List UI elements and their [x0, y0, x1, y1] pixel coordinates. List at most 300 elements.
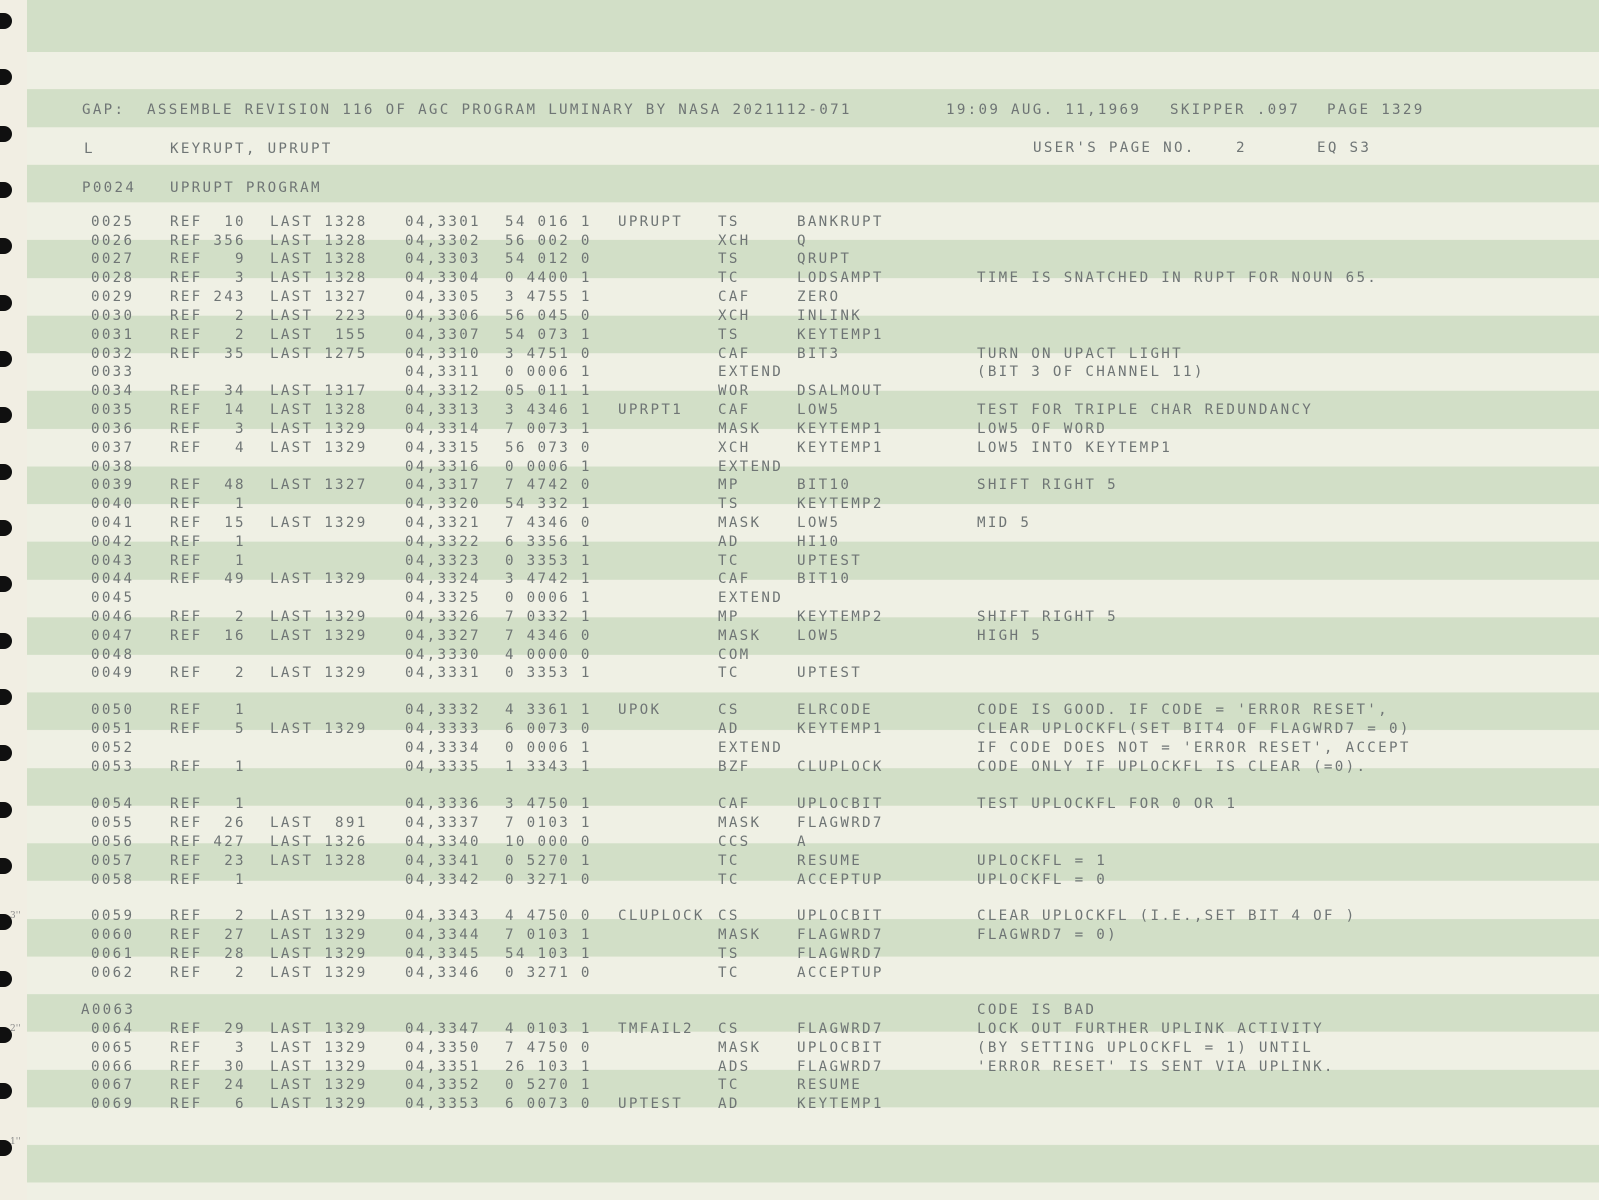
line-number: 0042 — [91, 534, 135, 550]
comment: CODE IS GOOD. IF CODE = 'ERROR RESET', — [977, 702, 1389, 718]
ref-count: REF 26 — [170, 815, 246, 831]
ref-count: REF 48 — [170, 477, 246, 493]
label: UPRUPT — [618, 214, 684, 230]
listing-row — [0, 1040, 1599, 1058]
ref-count: REF 2 — [170, 327, 246, 343]
listing-row — [0, 590, 1599, 608]
address: 04,3350 — [405, 1040, 481, 1056]
operand: UPTEST — [797, 553, 863, 569]
opcode: MP — [718, 609, 740, 625]
address: 04,3316 — [405, 459, 481, 475]
opcode: TS — [718, 327, 740, 343]
address: 04,3336 — [405, 796, 481, 812]
listing-row — [0, 834, 1599, 852]
opcode: AD — [718, 721, 740, 737]
ref-count: REF 24 — [170, 1077, 246, 1093]
listing-row — [0, 721, 1599, 739]
opcode: TS — [718, 946, 740, 962]
label: UPTEST — [618, 1096, 684, 1112]
address: 04,3323 — [405, 553, 481, 569]
opcode: MP — [718, 477, 740, 493]
operand: KEYTEMP2 — [797, 609, 884, 625]
comment: SHIFT RIGHT 5 — [977, 609, 1118, 625]
line-number: 0030 — [91, 308, 135, 324]
ref-count: REF 28 — [170, 946, 246, 962]
ref-count: REF 1 — [170, 702, 246, 718]
listing-row — [0, 496, 1599, 514]
operand: BIT10 — [797, 477, 852, 493]
line-number: 0046 — [91, 609, 135, 625]
last-ref: LAST 1328 — [270, 214, 368, 230]
skipper-label: SKIPPER .097 — [1170, 102, 1301, 118]
last-ref: LAST 1327 — [270, 289, 368, 305]
line-number: 0028 — [91, 270, 135, 286]
users-page-label: USER'S PAGE NO. — [1033, 140, 1196, 156]
last-ref: LAST 1329 — [270, 421, 368, 437]
address: 04,3335 — [405, 759, 481, 775]
address: 04,3344 — [405, 927, 481, 943]
ref-count: REF 5 — [170, 721, 246, 737]
comment: (BIT 3 OF CHANNEL 11) — [977, 364, 1205, 380]
address: 04,3312 — [405, 383, 481, 399]
line-number: 0067 — [91, 1077, 135, 1093]
line-number: 0032 — [91, 346, 135, 362]
operand: LODSAMPT — [797, 270, 884, 286]
object-code: 0 5270 1 — [505, 1077, 592, 1093]
address: 04,3333 — [405, 721, 481, 737]
object-code: 7 4750 0 — [505, 1040, 592, 1056]
listing-row — [0, 364, 1599, 382]
object-code: 6 0073 0 — [505, 721, 592, 737]
operand: BIT3 — [797, 346, 841, 362]
comment: CLEAR UPLOCKFL(SET BIT4 OF FLAGWRD7 = 0) — [977, 721, 1411, 737]
listing-row — [0, 383, 1599, 401]
address: 04,3330 — [405, 647, 481, 663]
ref-count: REF 2 — [170, 908, 246, 924]
line-number: 0037 — [91, 440, 135, 456]
line-number: 0039 — [91, 477, 135, 493]
line-number: 0045 — [91, 590, 135, 606]
opcode: XCH — [718, 233, 751, 249]
last-ref: LAST 1328 — [270, 233, 368, 249]
last-ref: LAST 1329 — [270, 946, 368, 962]
object-code: 56 045 0 — [505, 308, 592, 324]
operand: RESUME — [797, 853, 863, 869]
listing-row — [0, 571, 1599, 589]
log-section-title: KEYRUPT, UPRUPT — [170, 141, 333, 157]
address: 04,3307 — [405, 327, 481, 343]
listing-row — [0, 853, 1599, 871]
opcode: MASK — [718, 815, 762, 831]
object-code: 0 0006 1 — [505, 459, 592, 475]
ref-count: REF 27 — [170, 927, 246, 943]
object-code: 0 4400 1 — [505, 270, 592, 286]
object-code: 0 3353 1 — [505, 665, 592, 681]
opcode: BZF — [718, 759, 751, 775]
last-ref: LAST 1329 — [270, 1040, 368, 1056]
opcode: TC — [718, 872, 740, 888]
last-ref: LAST 1329 — [270, 965, 368, 981]
margin-mark: 3'' — [10, 911, 21, 921]
last-ref: LAST 1329 — [270, 628, 368, 644]
line-number: 0044 — [91, 571, 135, 587]
operand: INLINK — [797, 308, 863, 324]
opcode: AD — [718, 1096, 740, 1112]
operand: ELRCODE — [797, 702, 873, 718]
ref-count: REF 2 — [170, 308, 246, 324]
comment: CODE IS BAD — [977, 1002, 1097, 1018]
address: 04,3324 — [405, 571, 481, 587]
last-ref: LAST 1329 — [270, 927, 368, 943]
object-code: 4 0000 0 — [505, 647, 592, 663]
listing-row — [0, 965, 1599, 983]
object-code: 54 073 1 — [505, 327, 592, 343]
ref-count: REF 3 — [170, 270, 246, 286]
address: 04,3301 — [405, 214, 481, 230]
comment: LOW5 OF WORD — [977, 421, 1108, 437]
last-ref: LAST 1317 — [270, 383, 368, 399]
opcode: EXTEND — [718, 740, 784, 756]
operand: KEYTEMP2 — [797, 496, 884, 512]
last-ref: LAST 1329 — [270, 1059, 368, 1075]
listing-row — [0, 233, 1599, 251]
line-number: 0033 — [91, 364, 135, 380]
label: UPRPT1 — [618, 402, 684, 418]
ref-count: REF 15 — [170, 515, 246, 531]
last-ref: LAST 1329 — [270, 1021, 368, 1037]
object-code: 7 4346 0 — [505, 515, 592, 531]
comment: TEST FOR TRIPLE CHAR REDUNDANCY — [977, 402, 1314, 418]
line-number: 0052 — [91, 740, 135, 756]
operand: RESUME — [797, 1077, 863, 1093]
address: 04,3352 — [405, 1077, 481, 1093]
opcode: MASK — [718, 1040, 762, 1056]
last-ref: LAST 1329 — [270, 721, 368, 737]
operand: BIT10 — [797, 571, 852, 587]
last-ref: LAST 1329 — [270, 908, 368, 924]
opcode: TC — [718, 853, 740, 869]
line-number: 0057 — [91, 853, 135, 869]
operand: DSALMOUT — [797, 383, 884, 399]
opcode: EXTEND — [718, 459, 784, 475]
listing-row — [0, 289, 1599, 307]
line-number: A0063 — [81, 1002, 136, 1018]
ref-count: REF 3 — [170, 1040, 246, 1056]
comment: CLEAR UPLOCKFL (I.E.,SET BIT 4 OF ) — [977, 908, 1357, 924]
comment: (BY SETTING UPLOCKFL = 1) UNTIL — [977, 1040, 1314, 1056]
comment: UPLOCKFL = 1 — [977, 853, 1108, 869]
opcode: WOR — [718, 383, 751, 399]
comment: FLAGWRD7 = 0) — [977, 927, 1118, 943]
object-code: 7 4742 0 — [505, 477, 592, 493]
listing-row — [0, 908, 1599, 926]
listing-title: GAP: ASSEMBLE REVISION 116 OF AGC PROGRAM LUMINARY BY NASA 2021112-071 — [82, 102, 852, 118]
address: 04,3317 — [405, 477, 481, 493]
listing-row — [0, 665, 1599, 683]
ref-count: REF 2 — [170, 965, 246, 981]
address: 04,3306 — [405, 308, 481, 324]
listing-row — [0, 534, 1599, 552]
object-code: 4 0103 1 — [505, 1021, 592, 1037]
operand: ACCEPTUP — [797, 872, 884, 888]
listing-row — [0, 251, 1599, 269]
operand: KEYTEMP1 — [797, 327, 884, 343]
opcode: TC — [718, 1077, 740, 1093]
object-code: 7 0073 1 — [505, 421, 592, 437]
opcode: TC — [718, 270, 740, 286]
listing-row — [0, 477, 1599, 495]
address: 04,3313 — [405, 402, 481, 418]
opcode: XCH — [718, 308, 751, 324]
comment: MID 5 — [977, 515, 1032, 531]
object-code: 0 3271 0 — [505, 965, 592, 981]
sprocket-hole-icon — [0, 126, 12, 142]
address: 04,3326 — [405, 609, 481, 625]
object-code: 0 0006 1 — [505, 740, 592, 756]
last-ref: LAST 1328 — [270, 853, 368, 869]
operand: FLAGWRD7 — [797, 815, 884, 831]
operand: Q — [797, 233, 808, 249]
listing-row — [0, 1059, 1599, 1077]
page-number: PAGE 1329 — [1327, 102, 1425, 118]
object-code: 3 4755 1 — [505, 289, 592, 305]
ref-count: REF 34 — [170, 383, 246, 399]
address: 04,3341 — [405, 853, 481, 869]
listing-row — [0, 796, 1599, 814]
listing-row — [0, 1021, 1599, 1039]
ref-count: REF 29 — [170, 1021, 246, 1037]
object-code: 3 4751 0 — [505, 346, 592, 362]
operand: UPLOCBIT — [797, 1040, 884, 1056]
listing-row — [0, 327, 1599, 345]
ref-count: REF 1 — [170, 796, 246, 812]
operand: FLAGWRD7 — [797, 1059, 884, 1075]
address: 04,3327 — [405, 628, 481, 644]
ref-count: REF 6 — [170, 1096, 246, 1112]
last-ref: LAST 891 — [270, 815, 368, 831]
line-number: 0055 — [91, 815, 135, 831]
address: 04,3346 — [405, 965, 481, 981]
last-ref: LAST 1328 — [270, 270, 368, 286]
listing-row — [0, 308, 1599, 326]
ref-count: REF 356 — [170, 233, 246, 249]
ref-count: REF 4 — [170, 440, 246, 456]
last-ref: LAST 1328 — [270, 402, 368, 418]
comment: LOCK OUT FURTHER UPLINK ACTIVITY — [977, 1021, 1324, 1037]
listing-row — [0, 440, 1599, 458]
line-number: 0060 — [91, 927, 135, 943]
line-number: 0040 — [91, 496, 135, 512]
last-ref: LAST 1327 — [270, 477, 368, 493]
opcode: EXTEND — [718, 364, 784, 380]
address: 04,3304 — [405, 270, 481, 286]
last-ref: LAST 1329 — [270, 1077, 368, 1093]
address: 04,3342 — [405, 872, 481, 888]
opcode: TC — [718, 553, 740, 569]
object-code: 6 3356 1 — [505, 534, 592, 550]
address: 04,3331 — [405, 665, 481, 681]
opcode: TC — [718, 965, 740, 981]
address: 04,3322 — [405, 534, 481, 550]
line-number: 0069 — [91, 1096, 135, 1112]
object-code: 10 000 0 — [505, 834, 592, 850]
object-code: 6 0073 0 — [505, 1096, 592, 1112]
opcode: TC — [718, 665, 740, 681]
object-code: 54 016 1 — [505, 214, 592, 230]
opcode: CAF — [718, 402, 751, 418]
object-code: 0 0006 1 — [505, 364, 592, 380]
sprocket-hole-icon — [0, 13, 12, 29]
line-number: 0041 — [91, 515, 135, 531]
line-number: 0026 — [91, 233, 135, 249]
last-ref: LAST 1275 — [270, 346, 368, 362]
address: 04,3320 — [405, 496, 481, 512]
object-code: 54 012 0 — [505, 251, 592, 267]
opcode: CS — [718, 702, 740, 718]
listing-row — [0, 740, 1599, 758]
address: 04,3353 — [405, 1096, 481, 1112]
address: 04,3310 — [405, 346, 481, 362]
operand: UPTEST — [797, 665, 863, 681]
opcode: MASK — [718, 421, 762, 437]
listing-row — [0, 270, 1599, 288]
ref-count: REF 30 — [170, 1059, 246, 1075]
ref-count: REF 427 — [170, 834, 246, 850]
print-datetime: 19:09 AUG. 11,1969 — [946, 102, 1142, 118]
line-number: 0025 — [91, 214, 135, 230]
operand: KEYTEMP1 — [797, 1096, 884, 1112]
listing-row — [0, 1002, 1599, 1020]
operand: LOW5 — [797, 515, 841, 531]
object-code: 0 5270 1 — [505, 853, 592, 869]
last-ref: LAST 1326 — [270, 834, 368, 850]
line-number: 0065 — [91, 1040, 135, 1056]
address: 04,3347 — [405, 1021, 481, 1037]
object-code: 7 4346 0 — [505, 628, 592, 644]
eq-label: EQ S3 — [1317, 140, 1372, 156]
comment: LOW5 INTO KEYTEMP1 — [977, 440, 1173, 456]
comment: TURN ON UPACT LIGHT — [977, 346, 1183, 362]
opcode: AD — [718, 534, 740, 550]
address: 04,3303 — [405, 251, 481, 267]
opcode: EXTEND — [718, 590, 784, 606]
line-number: 0058 — [91, 872, 135, 888]
operand: UPLOCBIT — [797, 908, 884, 924]
listing-row — [0, 647, 1599, 665]
object-code: 7 0332 1 — [505, 609, 592, 625]
listing-row — [0, 927, 1599, 945]
ref-count: REF 1 — [170, 759, 246, 775]
opcode: COM — [718, 647, 751, 663]
label: CLUPLOCK — [618, 908, 705, 924]
opcode: CCS — [718, 834, 751, 850]
last-ref: LAST 155 — [270, 327, 368, 343]
section-title: UPRUPT PROGRAM — [170, 180, 322, 196]
line-number: 0064 — [91, 1021, 135, 1037]
ref-count: REF 1 — [170, 496, 246, 512]
comment: 'ERROR RESET' IS SENT VIA UPLINK. — [977, 1059, 1335, 1075]
listing-row — [0, 872, 1599, 890]
last-ref: LAST 1329 — [270, 515, 368, 531]
comment: IF CODE DOES NOT = 'ERROR RESET', ACCEPT — [977, 740, 1411, 756]
sprocket-hole-icon — [0, 182, 12, 198]
ref-count: REF 243 — [170, 289, 246, 305]
listing-row — [0, 1096, 1599, 1114]
ref-count: REF 10 — [170, 214, 246, 230]
line-number: 0054 — [91, 796, 135, 812]
operand: KEYTEMP1 — [797, 440, 884, 456]
last-ref: LAST 1328 — [270, 251, 368, 267]
listing-row — [0, 815, 1599, 833]
opcode: CAF — [718, 289, 751, 305]
opcode: MASK — [718, 628, 762, 644]
last-ref: LAST 1329 — [270, 440, 368, 456]
last-ref: LAST 1329 — [270, 571, 368, 587]
object-code: 56 002 0 — [505, 233, 592, 249]
ref-count: REF 2 — [170, 609, 246, 625]
margin-mark: 2'' — [10, 1024, 21, 1034]
address: 04,3311 — [405, 364, 481, 380]
line-number: 0051 — [91, 721, 135, 737]
address: 04,3302 — [405, 233, 481, 249]
last-ref: LAST 1329 — [270, 665, 368, 681]
opcode: MASK — [718, 515, 762, 531]
listing-type: L — [84, 141, 95, 157]
opcode: CAF — [718, 796, 751, 812]
operand: KEYTEMP1 — [797, 421, 884, 437]
comment: TEST UPLOCKFL FOR 0 OR 1 — [977, 796, 1238, 812]
opcode: CS — [718, 1021, 740, 1037]
operand: ACCEPTUP — [797, 965, 884, 981]
listing-row — [0, 402, 1599, 420]
object-code: 4 4750 0 — [505, 908, 592, 924]
listing-row — [0, 553, 1599, 571]
operand: FLAGWRD7 — [797, 1021, 884, 1037]
object-code: 54 103 1 — [505, 946, 592, 962]
listing-row — [0, 702, 1599, 720]
operand: A — [797, 834, 808, 850]
address: 04,3334 — [405, 740, 481, 756]
operand: CLUPLOCK — [797, 759, 884, 775]
operand: LOW5 — [797, 628, 841, 644]
line-number: 0038 — [91, 459, 135, 475]
object-code: 1 3343 1 — [505, 759, 592, 775]
object-code: 3 4742 1 — [505, 571, 592, 587]
operand: UPLOCBIT — [797, 796, 884, 812]
ref-count: REF 9 — [170, 251, 246, 267]
line-number: 0049 — [91, 665, 135, 681]
address: 04,3340 — [405, 834, 481, 850]
address: 04,3314 — [405, 421, 481, 437]
line-number: 0043 — [91, 553, 135, 569]
listing-row — [0, 628, 1599, 646]
ref-count: REF 1 — [170, 553, 246, 569]
line-number: 0050 — [91, 702, 135, 718]
opcode: TS — [718, 496, 740, 512]
operand: QRUPT — [797, 251, 852, 267]
operand: BANKRUPT — [797, 214, 884, 230]
listing-row — [0, 1077, 1599, 1095]
address: 04,3343 — [405, 908, 481, 924]
listing-row — [0, 759, 1599, 777]
operand: LOW5 — [797, 402, 841, 418]
margin-mark: 1'' — [10, 1137, 21, 1147]
operand: FLAGWRD7 — [797, 946, 884, 962]
operand: KEYTEMP1 — [797, 721, 884, 737]
ref-count: REF 2 — [170, 665, 246, 681]
ref-count: REF 14 — [170, 402, 246, 418]
object-code: 3 4346 1 — [505, 402, 592, 418]
